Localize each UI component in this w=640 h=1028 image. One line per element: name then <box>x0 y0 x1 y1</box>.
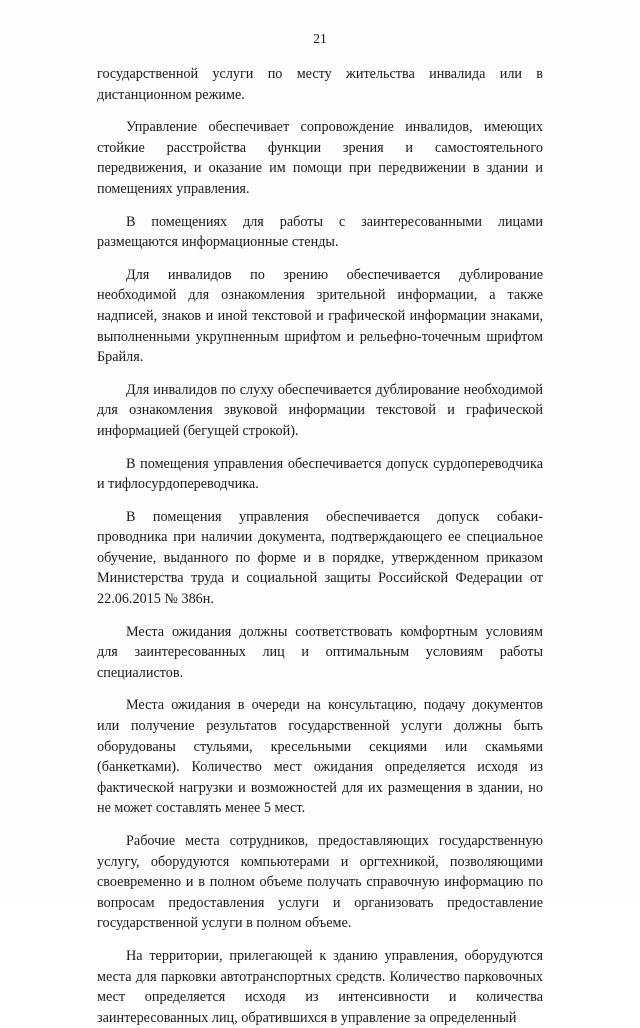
paragraph-waiting-seats: Места ожидания в очереди на консультацию, подачу документов или получение результатов государственной услуги должны быть оборудованы стульями, кресельными секциями или скамьями (банкетками). Количество мест ожидания определяется исходя из фактической нагрузки и возможностей для их размещения в здании, но не может составлять менее 5 мест. <box>97 697 543 817</box>
paragraph-guide-dog: В помещения управления обеспечивается допуск собаки-проводника при наличии документа, подтверждающего ее специальное обучение, выданного по форме и в порядке, утвержденном приказом Министерства труда и социальной защиты Российской Федерации от 22.06.2015 № 386н. <box>97 508 543 608</box>
paragraph-info-stands: В помещениях для работы с заинтересованными лицами размещаются информационные стенды. <box>97 213 543 251</box>
paragraph-escort-disabled: Управление обеспечивает сопровождение инвалидов, имеющих стойкие расстройства функции зрения и самостоятельного передвижения, и оказание им помощи при передвижении в здании и помещениях управления. <box>97 119 543 197</box>
paragraph-sign-interpreter: В помещения управления обеспечивается допуск сурдопереводчика и тифлосурдопереводчика. <box>97 455 543 493</box>
paragraph-service-location: государственной услуги по месту жительства инвалида или в дистанционном режиме. <box>97 66 543 103</box>
page-number: 21 <box>313 31 327 46</box>
paragraph-visual-impaired: Для инвалидов по зрению обеспечивается дублирование необходимой для ознакомления зрительной информации, а также надписей, знаков и иной текстовой и графической информации знаками, выполненными укрупненным шрифтом и рельефно-точечным шрифтом Брайля. <box>97 266 543 366</box>
paragraph-hearing-impaired: Для инвалидов по слуху обеспечивается дублирование необходимой для ознакомления звуковой информации текстовой и графической информацией (бегущей строкой). <box>97 381 543 439</box>
document-body <box>97 64 543 1028</box>
paragraph-workplaces: Рабочие места сотрудников, предоставляющих государственную услугу, оборудуются компьютерами и оргтехникой, позволяющими своевременно и в полном объеме получать справочную информацию по вопросам предоставления услуги и организовать предоставление государственной услуги в полном объеме. <box>97 833 543 932</box>
paragraph-parking: На территории, прилегающей к зданию управления, оборудуются места для парковки автотранспортных средств. Количество парковочных мест определяется исходя из интенсивности и количества заинтересованных лиц, обратившихся в управление за определенный <box>97 947 543 1026</box>
paragraph-waiting-comfort: Места ожидания должны соответствовать комфортным условиям для заинтересованных лиц и оптимальным условиям работы специалистов. <box>97 623 543 681</box>
